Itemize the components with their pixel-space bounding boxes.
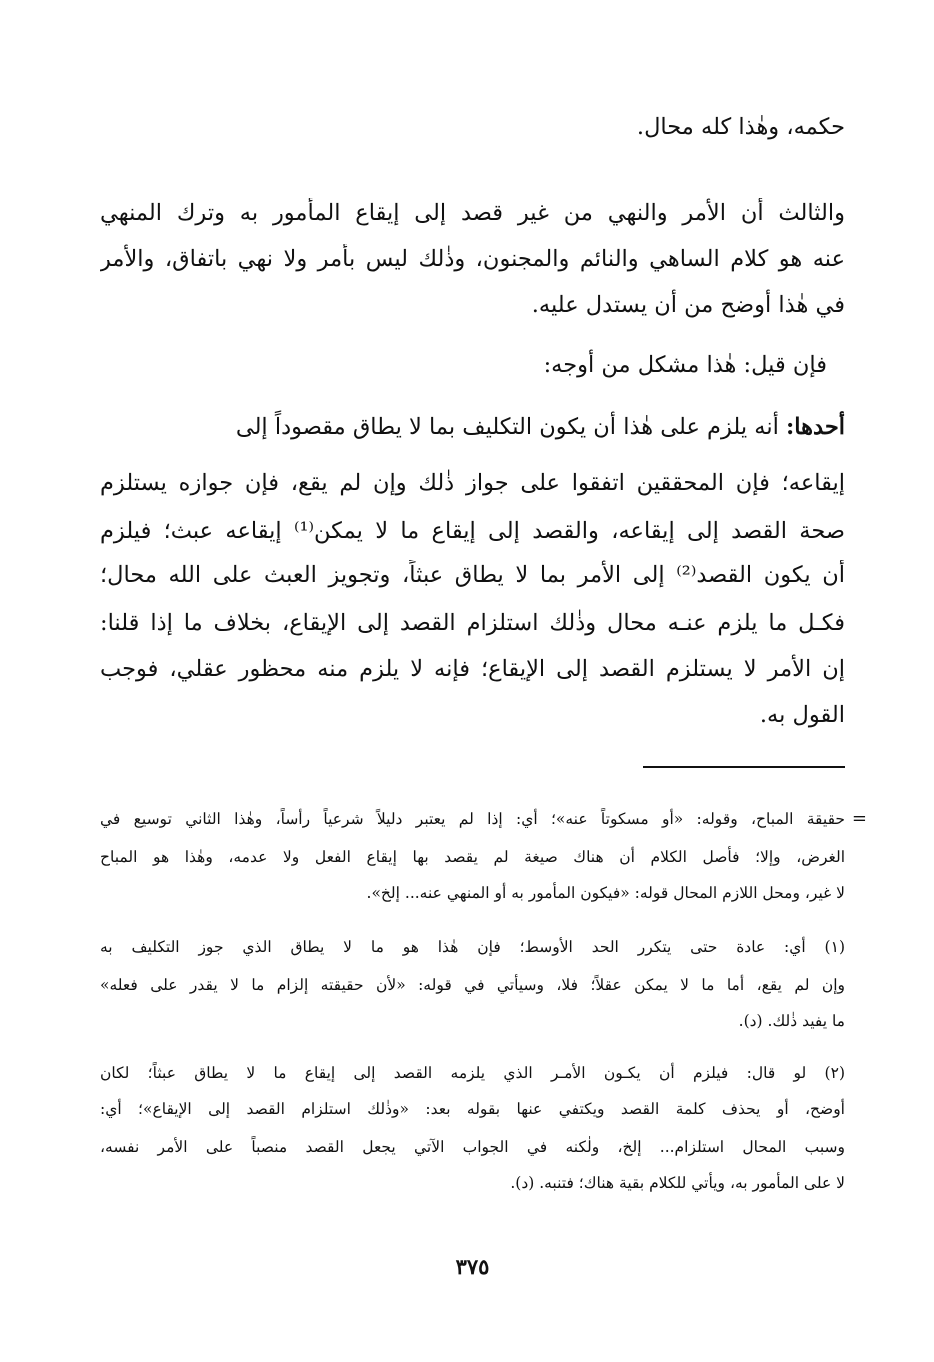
footnote-line: وإن لم يقع، أما ما لا يمكن عقلاً؛ فلا، وسيأتي في قوله: «لأن حقيقته إلزام ما لا يقدر على فعله» bbox=[100, 976, 845, 994]
footnote-line: ما يفيد ذٰلك. (د). bbox=[738, 1012, 845, 1030]
text-line: إن الأمر لا يستلزم القصد إلى الإيقاع؛ فإنه لا يلزم منه محظور عقلي، فوجب bbox=[100, 656, 845, 682]
footnote-line: وسبب المحال استلزام... إلخ، ولٰكنه في الجواب الآتي يجعل القصد منصباً على الأمر نفسه، bbox=[100, 1138, 845, 1156]
text-line: القول به. bbox=[759, 702, 845, 728]
text-line: حكمه، وهٰذا كله محال. bbox=[636, 114, 845, 140]
footnote-line: حقيقة المباح، وقوله: «أو مسكوتاً عنه»؛ أي: إذا لم يعتبر دليلاً شرعياً رأساً، وهٰذا الثاني توسيع في bbox=[100, 810, 845, 828]
footnote-line: (١) أي: عادة حتى يتكرر الحد الأوسط؛ فإن هٰذا هو ما لا يطاق الذي جوز التكليف به bbox=[100, 938, 845, 956]
text-line: فإن قيل: هٰذا مشكل من أوجه: bbox=[543, 352, 827, 378]
text-line: صحة القصد إلى إيقاعه، والقصد إلى إيقاع ما لا يمكن⁽¹⁾ إيقاعه عبث؛ فيلزم bbox=[100, 518, 845, 544]
footnote-line: لا على المأمور به، ويأتي للكلام بقية هناك؛ فتنبه. (د). bbox=[510, 1174, 845, 1192]
text-line: فكـل ما يلزم عنـه محال وذٰلك استلزام القصد إلى الإيقاع، بخلاف ما إذا قلنا: bbox=[100, 610, 845, 636]
text-line: إيقاعه؛ فإن المحققين اتفقوا على جواز ذٰلك وإن لم يقع، فإن جوازه يستلزم bbox=[100, 470, 845, 496]
page-number: ٣٧٥ bbox=[455, 1254, 490, 1279]
footnote-line: لا غير، ومحل اللازم المحال قوله: «فيكون المأمور به أو المنهي عنه... إلخ». bbox=[366, 884, 845, 902]
text-line: في هٰذا أوضح من أن يستدل عليه. bbox=[531, 292, 845, 318]
footnote-line: (٢) لو قال: فيلزم أن يكـون الأمـر الذي يلزمه القصد إلى إيقاع ما لا يطاق عبثاً؛ لكان bbox=[100, 1064, 845, 1082]
book-page bbox=[100, 0, 867, 1362]
text-run: أنه يلزم على هٰذا أن يكون التكليف بما لا يطاق مقصوداً إلى bbox=[235, 414, 779, 440]
text-line: عنه هو كلام الساهي والنائم والمجنون، وذٰلك ليس بأمر ولا نهي باتفاق، والأمر bbox=[100, 246, 845, 272]
footnote-line: أوضح، أو يحذف كلمة القصد ويكتفي عنها بقوله بعد: «وذٰلك استلزام القصد إلى الإيقاع»؛ أي: bbox=[100, 1100, 845, 1118]
footnote-separator bbox=[643, 766, 845, 768]
point-heading: أحدها: bbox=[786, 414, 845, 440]
text-line: أن يكون القصد⁽²⁾ إلى الأمر بما لا يطاق عبثاً، وتجويز العبث على الله محال؛ bbox=[100, 562, 845, 588]
footnote-line: الغرض، وإلا؛ فأصل الكلام أن هناك صيغة لم يقصد بها إيقاع الفعل ولا عدمه، وهٰذا هو المباح bbox=[100, 848, 845, 866]
text-line-with-heading bbox=[100, 412, 845, 442]
text-line: والثالث أن الأمر والنهي من غير قصد إلى إيقاع المأمور به وترك المنهي bbox=[100, 200, 845, 226]
footnote-continuation-mark: = bbox=[851, 808, 867, 829]
